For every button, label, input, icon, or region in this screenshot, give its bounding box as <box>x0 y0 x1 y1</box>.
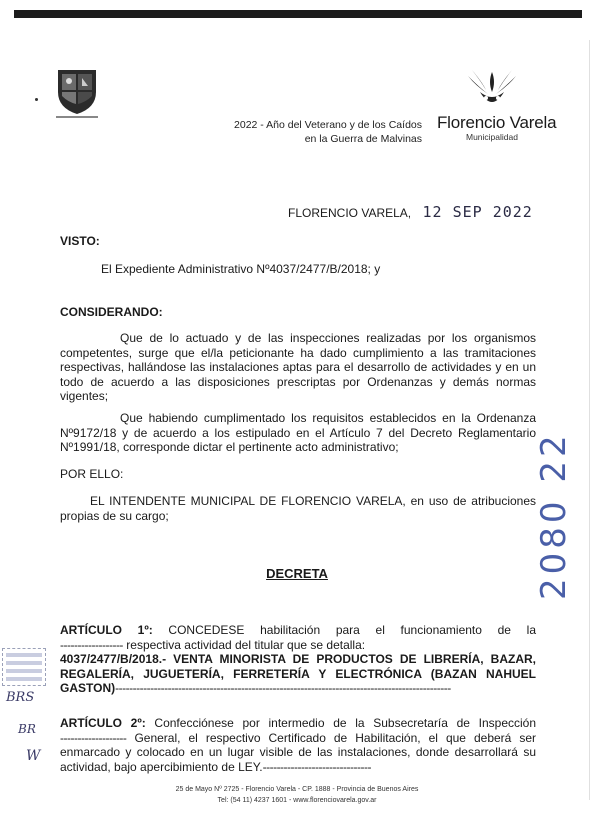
decree-number-stamp <box>528 420 574 600</box>
year-motto <box>234 118 422 146</box>
top-black-bar <box>14 10 582 18</box>
articulo-1-text-a: CONCEDESE habilitación para el funcionamiento de la <box>168 623 536 637</box>
initial-2: BR <box>18 722 36 736</box>
articulo-1 <box>60 623 536 696</box>
date-line <box>288 203 533 221</box>
considerando-heading: CONSIDERANDO: <box>60 305 163 319</box>
articulo-1-dashes-b: ------------------------------------------------------------------------------------------------ <box>115 681 451 695</box>
punch-mark <box>35 98 38 101</box>
date-place: FLORENCIO VARELA, <box>288 206 412 220</box>
articulo-2-first-line <box>60 716 536 731</box>
articulo-1-label: ARTÍCULO 1º: <box>60 623 153 637</box>
initial-3: W <box>26 748 41 764</box>
brand-name: Florencio Varela <box>437 113 557 132</box>
articulo-2-dashes-a: ------------------- <box>60 730 127 745</box>
articulo-2-text-b: General, el respectivo Certificado de Habilitación, el que deberá ser enmarcado y colocado en un lugar visible de las instalaciones, donde desarrollará su actividad, bajo apercibimiento de LEY. <box>60 730 537 774</box>
articulo-1-dashes-a: ------------------ <box>60 637 123 652</box>
por-ello-text: EL INTENDENTE MUNICIPAL DE FLORENCIO VARELA, en uso de atribuciones propias de su cargo; <box>60 494 536 523</box>
florencio-varela-logo <box>464 68 520 112</box>
articulo-1-activity <box>60 652 536 696</box>
articulo-2-label: ARTÍCULO 2º: <box>60 716 146 730</box>
municipal-crest-logo <box>52 66 102 116</box>
footer-address <box>0 784 594 806</box>
visto-text: El Expediente Administrativo Nº4037/2477/B/2018; y <box>101 262 381 276</box>
articulo-1-second-line <box>60 638 536 653</box>
por-ello-heading: POR ELLO: <box>60 467 124 481</box>
considerando-paragraph-2: Que habiendo cumplimentado los requisitos establecidos en la Ordenanza Nº9172/18 y de acuerdo a los estipulado en el Artículo 7 del Decreto Reglamentario Nº1991/18, corresponde dictar el pertinente acto administrativo; <box>60 411 536 454</box>
articulo-2-dashes-b: ------------------------------- <box>262 759 371 774</box>
motto-line-2: en la Guerra de Malvinas <box>304 133 422 145</box>
initial-1: BRS <box>6 690 35 705</box>
decree-number: 2080 22 <box>534 431 574 600</box>
footer-line-2: Tel: (54 11) 4237 1601 - www.florenciovarela.gov.ar <box>217 797 377 804</box>
articulo-2 <box>60 716 536 774</box>
brand-subtitle: Municipalidad <box>466 132 518 142</box>
page-edge-line <box>589 40 590 800</box>
crest-caption-mark <box>52 115 102 120</box>
motto-line-1: 2022 - Año del Veterano y de los Caídos <box>234 119 422 131</box>
articulo-1-text-b: respectiva actividad del titular que se detalla: <box>126 637 366 652</box>
articulo-1-first-line <box>60 623 536 638</box>
articulo-2-body <box>60 731 536 775</box>
articulo-2-text-a: Confecciónese por intermedio de la Subsecretaría de Inspección <box>154 716 537 730</box>
receipt-stamp-box <box>2 648 46 686</box>
considerando-paragraph-1: Que de lo actuado y de las inspecciones realizadas por los organismos competentes, surge que el/la peticionante ha dado cumplimiento a las tramitaciones respectivas, hallándose las instalaciones aptas para el desarrollo de actividades y en un todo de acuerdo a las disposiciones prescriptas por Ordenanzas y demás normas vigentes; <box>60 331 536 403</box>
visto-heading: VISTO: <box>60 234 100 248</box>
footer-line-1: 25 de Mayo Nº 2725 - Florencio Varela - CP. 1888 - Provincia de Buenos Aires <box>175 786 419 793</box>
decreta-heading: DECRETA <box>266 566 328 581</box>
articulo-1-activity-bold: 4037/2477/B/2018.- VENTA MINORISTA DE PRODUCTOS DE LIBRERÍA, BAZAR, REGALERÍA, JUGUETERÍA, FERRETERÍA Y ELECTRÓNICA (BAZAN NAHUEL GASTON) <box>60 652 536 695</box>
date-stamp: 12 SEP 2022 <box>422 203 533 221</box>
